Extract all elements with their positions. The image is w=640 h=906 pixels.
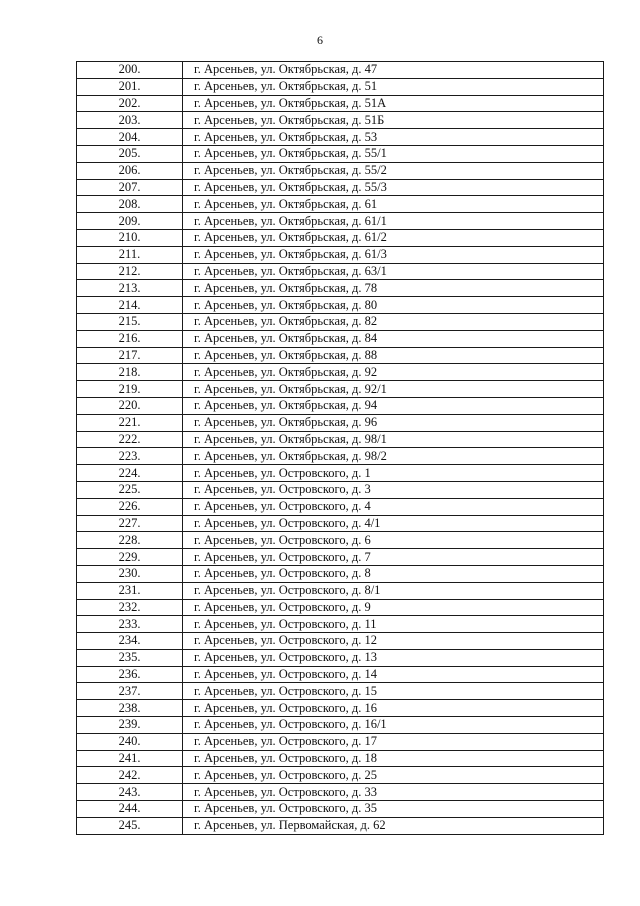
table-row bbox=[77, 767, 604, 784]
row-address: г. Арсеньев, ул. Островского, д. 6 bbox=[183, 532, 604, 549]
row-number: 237. bbox=[77, 683, 183, 700]
table-row bbox=[77, 733, 604, 750]
row-number: 209. bbox=[77, 213, 183, 230]
row-address: г. Арсеньев, ул. Октябрьская, д. 51А bbox=[183, 95, 604, 112]
row-number: 210. bbox=[77, 229, 183, 246]
row-number: 238. bbox=[77, 700, 183, 717]
row-address: г. Арсеньев, ул. Октябрьская, д. 80 bbox=[183, 297, 604, 314]
table-row bbox=[77, 633, 604, 650]
row-number: 218. bbox=[77, 364, 183, 381]
row-number: 213. bbox=[77, 280, 183, 297]
table-row bbox=[77, 145, 604, 162]
address-table bbox=[76, 61, 604, 835]
row-address: г. Арсеньев, ул. Октябрьская, д. 92/1 bbox=[183, 381, 604, 398]
row-address: г. Арсеньев, ул. Островского, д. 7 bbox=[183, 549, 604, 566]
table-row bbox=[77, 599, 604, 616]
table-row bbox=[77, 364, 604, 381]
row-address: г. Арсеньев, ул. Островского, д. 17 bbox=[183, 733, 604, 750]
table-row bbox=[77, 330, 604, 347]
row-address: г. Арсеньев, ул. Октябрьская, д. 61/1 bbox=[183, 213, 604, 230]
table-row bbox=[77, 95, 604, 112]
row-number: 215. bbox=[77, 313, 183, 330]
table-row bbox=[77, 465, 604, 482]
row-number: 212. bbox=[77, 263, 183, 280]
address-table-body bbox=[77, 62, 604, 835]
table-row bbox=[77, 532, 604, 549]
row-address: г. Арсеньев, ул. Островского, д. 35 bbox=[183, 801, 604, 818]
row-number: 204. bbox=[77, 129, 183, 146]
row-address: г. Арсеньев, ул. Октябрьская, д. 98/1 bbox=[183, 431, 604, 448]
table-row bbox=[77, 280, 604, 297]
row-address: г. Арсеньев, ул. Островского, д. 1 bbox=[183, 465, 604, 482]
row-address: г. Арсеньев, ул. Островского, д. 33 bbox=[183, 784, 604, 801]
row-address: г. Арсеньев, ул. Островского, д. 9 bbox=[183, 599, 604, 616]
row-number: 228. bbox=[77, 532, 183, 549]
table-row bbox=[77, 565, 604, 582]
row-address: г. Арсеньев, ул. Островского, д. 14 bbox=[183, 666, 604, 683]
row-address: г. Арсеньев, ул. Октябрьская, д. 92 bbox=[183, 364, 604, 381]
row-number: 233. bbox=[77, 616, 183, 633]
row-number: 223. bbox=[77, 448, 183, 465]
row-address: г. Арсеньев, ул. Октябрьская, д. 51 bbox=[183, 78, 604, 95]
row-address: г. Арсеньев, ул. Островского, д. 13 bbox=[183, 649, 604, 666]
row-address: г. Арсеньев, ул. Октябрьская, д. 88 bbox=[183, 347, 604, 364]
table-row bbox=[77, 666, 604, 683]
row-number: 202. bbox=[77, 95, 183, 112]
row-number: 222. bbox=[77, 431, 183, 448]
table-row bbox=[77, 448, 604, 465]
table-row bbox=[77, 817, 604, 834]
row-number: 217. bbox=[77, 347, 183, 364]
row-address: г. Арсеньев, ул. Островского, д. 11 bbox=[183, 616, 604, 633]
row-address: г. Арсеньев, ул. Островского, д. 8/1 bbox=[183, 582, 604, 599]
table-row bbox=[77, 381, 604, 398]
row-address: г. Арсеньев, ул. Октябрьская, д. 55/1 bbox=[183, 145, 604, 162]
row-address: г. Арсеньев, ул. Островского, д. 4/1 bbox=[183, 515, 604, 532]
row-number: 216. bbox=[77, 330, 183, 347]
table-row bbox=[77, 431, 604, 448]
table-row bbox=[77, 515, 604, 532]
table-row bbox=[77, 179, 604, 196]
row-address: г. Арсеньев, ул. Октябрьская, д. 61/2 bbox=[183, 229, 604, 246]
table-row bbox=[77, 801, 604, 818]
row-number: 211. bbox=[77, 246, 183, 263]
table-row bbox=[77, 246, 604, 263]
row-number: 203. bbox=[77, 112, 183, 129]
row-address: г. Арсеньев, ул. Октябрьская, д. 78 bbox=[183, 280, 604, 297]
table-row bbox=[77, 649, 604, 666]
row-number: 236. bbox=[77, 666, 183, 683]
row-address: г. Арсеньев, ул. Островского, д. 16/1 bbox=[183, 717, 604, 734]
table-row bbox=[77, 229, 604, 246]
table-row bbox=[77, 481, 604, 498]
table-row bbox=[77, 616, 604, 633]
row-number: 227. bbox=[77, 515, 183, 532]
table-row bbox=[77, 263, 604, 280]
row-number: 241. bbox=[77, 750, 183, 767]
table-row bbox=[77, 582, 604, 599]
table-row bbox=[77, 162, 604, 179]
row-number: 242. bbox=[77, 767, 183, 784]
row-address: г. Арсеньев, ул. Первомайская, д. 62 bbox=[183, 817, 604, 834]
row-number: 245. bbox=[77, 817, 183, 834]
table-row bbox=[77, 498, 604, 515]
row-address: г. Арсеньев, ул. Октябрьская, д. 96 bbox=[183, 414, 604, 431]
table-row bbox=[77, 297, 604, 314]
row-address: г. Арсеньев, ул. Островского, д. 8 bbox=[183, 565, 604, 582]
row-address: г. Арсеньев, ул. Октябрьская, д. 94 bbox=[183, 397, 604, 414]
row-number: 200. bbox=[77, 62, 183, 79]
table-row bbox=[77, 347, 604, 364]
table-row bbox=[77, 549, 604, 566]
row-address: г. Арсеньев, ул. Октябрьская, д. 61/3 bbox=[183, 246, 604, 263]
table-row bbox=[77, 700, 604, 717]
table-row bbox=[77, 750, 604, 767]
table-row bbox=[77, 397, 604, 414]
row-number: 207. bbox=[77, 179, 183, 196]
row-number: 220. bbox=[77, 397, 183, 414]
row-number: 232. bbox=[77, 599, 183, 616]
table-row bbox=[77, 62, 604, 79]
row-number: 225. bbox=[77, 481, 183, 498]
row-address: г. Арсеньев, ул. Островского, д. 15 bbox=[183, 683, 604, 700]
row-address: г. Арсеньев, ул. Островского, д. 16 bbox=[183, 700, 604, 717]
row-address: г. Арсеньев, ул. Октябрьская, д. 84 bbox=[183, 330, 604, 347]
row-number: 226. bbox=[77, 498, 183, 515]
row-address: г. Арсеньев, ул. Октябрьская, д. 51Б bbox=[183, 112, 604, 129]
row-address: г. Арсеньев, ул. Октябрьская, д. 53 bbox=[183, 129, 604, 146]
table-row bbox=[77, 784, 604, 801]
row-number: 208. bbox=[77, 196, 183, 213]
table-row bbox=[77, 129, 604, 146]
row-number: 206. bbox=[77, 162, 183, 179]
row-number: 201. bbox=[77, 78, 183, 95]
row-number: 235. bbox=[77, 649, 183, 666]
row-number: 243. bbox=[77, 784, 183, 801]
row-address: г. Арсеньев, ул. Октябрьская, д. 55/2 bbox=[183, 162, 604, 179]
row-address: г. Арсеньев, ул. Октябрьская, д. 82 bbox=[183, 313, 604, 330]
row-address: г. Арсеньев, ул. Островского, д. 25 bbox=[183, 767, 604, 784]
table-row bbox=[77, 213, 604, 230]
row-number: 231. bbox=[77, 582, 183, 599]
row-number: 234. bbox=[77, 633, 183, 650]
row-address: г. Арсеньев, ул. Островского, д. 4 bbox=[183, 498, 604, 515]
row-address: г. Арсеньев, ул. Октябрьская, д. 63/1 bbox=[183, 263, 604, 280]
page-number: 6 bbox=[317, 33, 323, 47]
row-address: г. Арсеньев, ул. Октябрьская, д. 98/2 bbox=[183, 448, 604, 465]
table-row bbox=[77, 112, 604, 129]
row-number: 214. bbox=[77, 297, 183, 314]
table-row bbox=[77, 78, 604, 95]
row-number: 239. bbox=[77, 717, 183, 734]
table-row bbox=[77, 683, 604, 700]
row-address: г. Арсеньев, ул. Островского, д. 12 bbox=[183, 633, 604, 650]
row-number: 229. bbox=[77, 549, 183, 566]
table-row bbox=[77, 196, 604, 213]
row-number: 240. bbox=[77, 733, 183, 750]
row-address: г. Арсеньев, ул. Октябрьская, д. 47 bbox=[183, 62, 604, 79]
table-row bbox=[77, 414, 604, 431]
row-address: г. Арсеньев, ул. Островского, д. 18 bbox=[183, 750, 604, 767]
row-number: 224. bbox=[77, 465, 183, 482]
row-address: г. Арсеньев, ул. Октябрьская, д. 55/3 bbox=[183, 179, 604, 196]
row-number: 230. bbox=[77, 565, 183, 582]
row-number: 205. bbox=[77, 145, 183, 162]
table-row bbox=[77, 717, 604, 734]
row-address: г. Арсеньев, ул. Островского, д. 3 bbox=[183, 481, 604, 498]
table-row bbox=[77, 313, 604, 330]
row-number: 244. bbox=[77, 801, 183, 818]
row-number: 219. bbox=[77, 381, 183, 398]
row-number: 221. bbox=[77, 414, 183, 431]
row-address: г. Арсеньев, ул. Октябрьская, д. 61 bbox=[183, 196, 604, 213]
